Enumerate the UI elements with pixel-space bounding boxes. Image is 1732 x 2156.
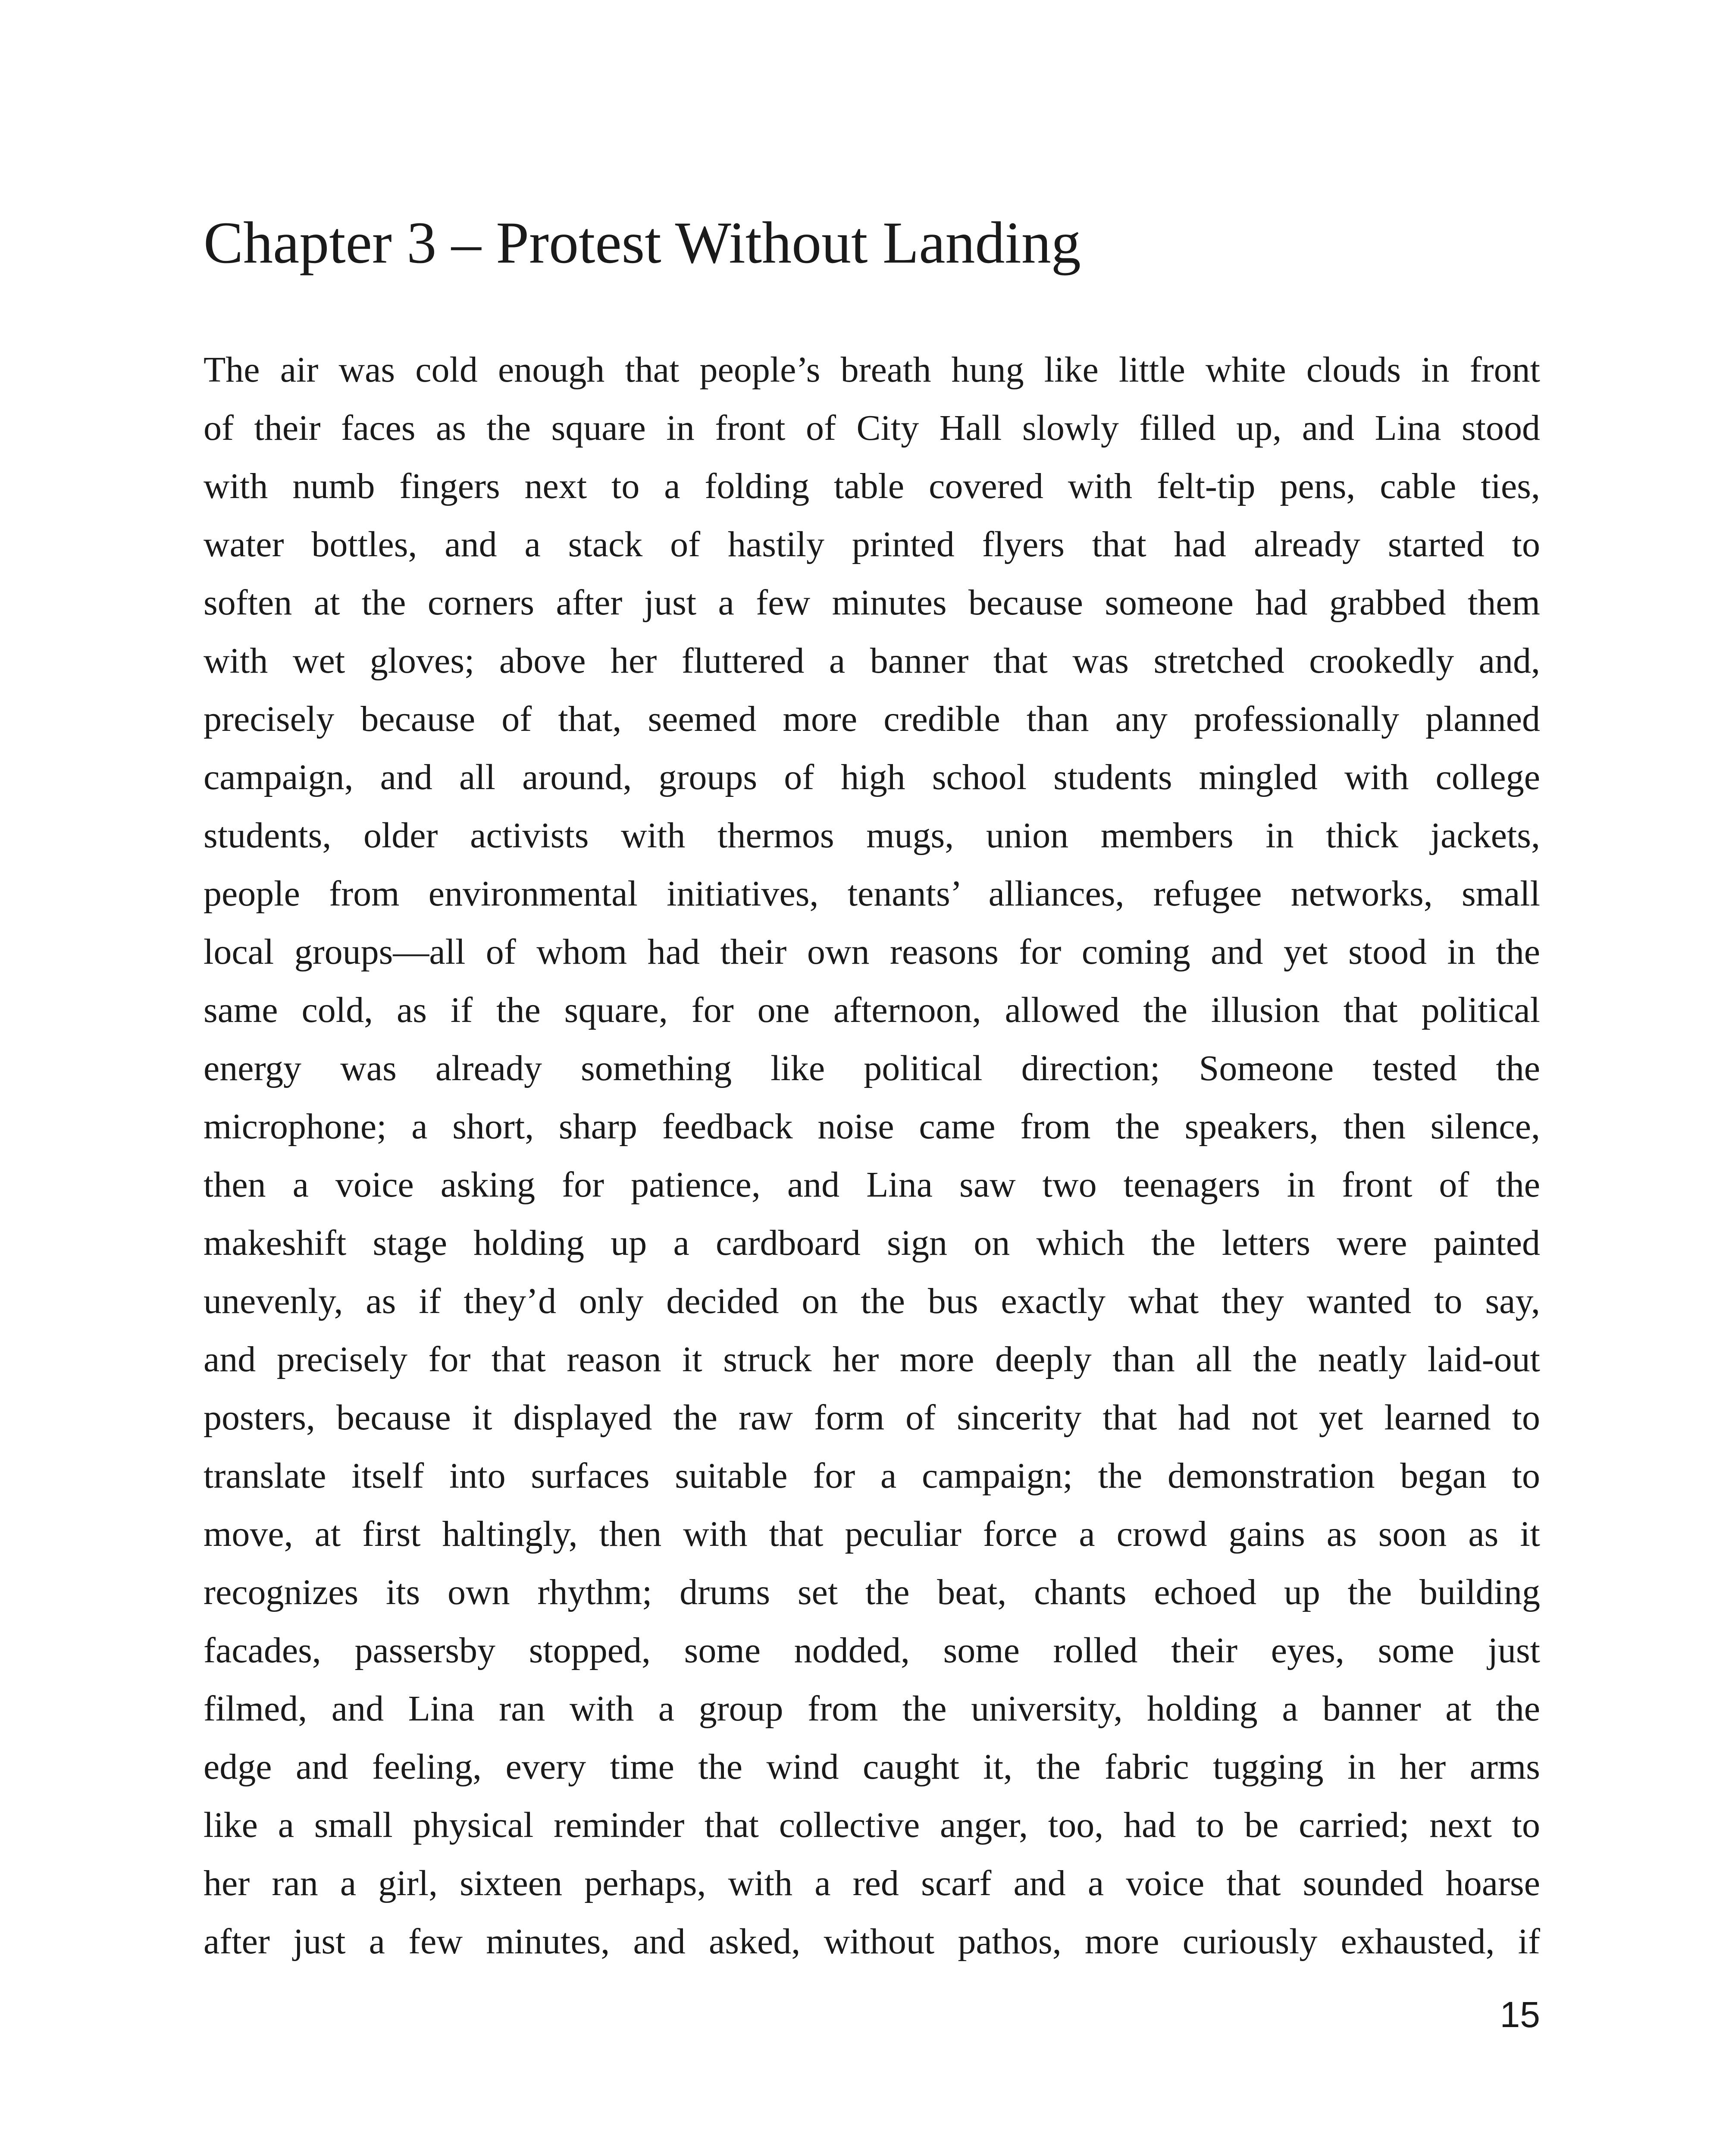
text-line: energy was already something like political direction; Someone tested the <box>204 1048 1540 1088</box>
text-line: her ran a girl, sixteen perhaps, with a red scarf and a voice that sounded hoarse <box>204 1863 1540 1903</box>
page-number: 15 <box>1500 1994 1540 2035</box>
text-line: recognizes its own rhythm; drums set the beat, chants echoed up the building <box>204 1572 1540 1612</box>
text-line: edge and feeling, every time the wind caught it, the fabric tugging in her arms <box>204 1747 1540 1787</box>
text-line: precisely because of that, seemed more credible than any professionally planned <box>204 699 1540 739</box>
text-line: microphone; a short, sharp feedback noise came from the speakers, then silence, <box>204 1106 1540 1147</box>
text-line: same cold, as if the square, for one afternoon, allowed the illusion that political <box>204 990 1540 1030</box>
text-line: makeshift stage holding up a cardboard sign on which the letters were painted <box>204 1223 1540 1263</box>
text-line: posters, because it displayed the raw form of sincerity that had not yet learned to <box>204 1398 1540 1438</box>
text-line: with numb fingers next to a folding table covered with felt-tip pens, cable ties, <box>204 466 1540 506</box>
text-line: local groups—all of whom had their own reasons for coming and yet stood in the <box>204 932 1540 972</box>
text-line: The air was cold enough that people’s breath hung like little white clouds in front <box>204 350 1540 390</box>
text-line: water bottles, and a stack of hastily printed flyers that had already started to <box>204 524 1540 564</box>
text-line: of their faces as the square in front of City Hall slowly filled up, and Lina stood <box>204 408 1540 448</box>
text-line: unevenly, as if they’d only decided on the bus exactly what they wanted to say, <box>204 1281 1540 1321</box>
chapter-title: Chapter 3 – Protest Without Landing <box>204 210 1081 276</box>
body-paragraph <box>204 341 1540 1971</box>
text-line: after just a few minutes, and asked, without pathos, more curiously exhausted, if <box>204 1921 1540 1962</box>
text-line: filmed, and Lina ran with a group from the university, holding a banner at the <box>204 1689 1540 1729</box>
text-line: translate itself into surfaces suitable for a campaign; the demonstration began to <box>204 1456 1540 1496</box>
text-line: facades, passersby stopped, some nodded, some rolled their eyes, some just <box>204 1630 1540 1670</box>
text-line: then a voice asking for patience, and Lina saw two teenagers in front of the <box>204 1165 1540 1205</box>
text-line: with wet gloves; above her fluttered a banner that was stretched crookedly and, <box>204 641 1540 681</box>
text-line: like a small physical reminder that collective anger, too, had to be carried; next to <box>204 1805 1540 1845</box>
text-line: students, older activists with thermos mugs, union members in thick jackets, <box>204 815 1540 856</box>
text-line: move, at first haltingly, then with that peculiar force a crowd gains as soon as it <box>204 1514 1540 1554</box>
text-line: people from environmental initiatives, tenants’ alliances, refugee networks, small <box>204 874 1540 914</box>
text-line: campaign, and all around, groups of high school students mingled with college <box>204 757 1540 797</box>
text-line: and precisely for that reason it struck her more deeply than all the neatly laid-out <box>204 1339 1540 1379</box>
text-line: soften at the corners after just a few minutes because someone had grabbed them <box>204 583 1540 623</box>
